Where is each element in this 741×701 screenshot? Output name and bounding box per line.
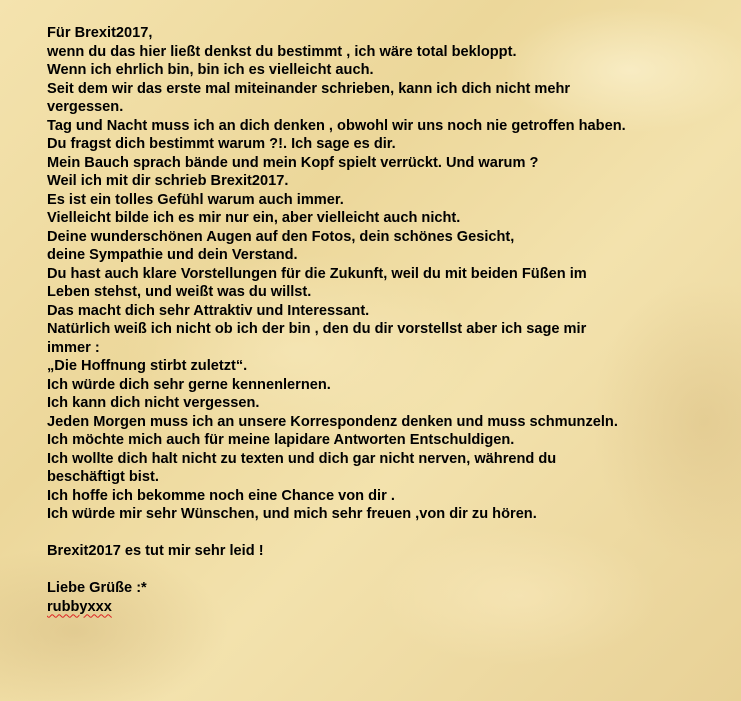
- letter-closing: Liebe Grüße :*: [47, 580, 147, 596]
- letter-line: Ich würde dich sehr gerne kennenlernen.: [47, 376, 331, 393]
- letter-line: Das macht dich sehr Attraktiv und Interessant.: [47, 302, 370, 319]
- letter-line: Wenn ich ehrlich bin, bin ich es vielleicht auch.: [47, 62, 374, 78]
- letter-line: Tag und Nacht muss ich an dich denken , obwohl wir uns noch nie getroffen haben.: [47, 117, 626, 134]
- letter-line: deine Sympathie und dein Verstand.: [47, 247, 298, 263]
- letter-line: wenn du das hier ließt denkst du bestimmt , ich wäre total bekloppt.: [47, 43, 517, 60]
- letter-line: Vielleicht bilde ich es mir nur ein, aber vielleicht auch nicht.: [47, 210, 461, 226]
- letter-greeting: Für Brexit2017,: [47, 25, 153, 41]
- letter-line: Du fragst dich bestimmt warum ?!. Ich sage es dir.: [47, 136, 396, 152]
- letter-line: Mein Bauch sprach bände und mein Kopf spielt verrückt. Und warum ?: [47, 154, 539, 171]
- letter-line: vergessen.: [47, 99, 124, 115]
- letter-line: Seit dem wir das erste mal miteinander schrieben, kann ich dich nicht mehr: [47, 80, 571, 97]
- signature-text: rubbyxxx: [47, 598, 112, 615]
- letter-line: Jeden Morgen muss ich an unsere Korrespondenz denken und muss schmunzeln.: [47, 413, 618, 430]
- letter-line: Du hast auch klare Vorstellungen für die Zukunft, weil du mit beiden Füßen im: [47, 265, 587, 282]
- blank-line: [47, 561, 727, 580]
- letter-line: Natürlich weiß ich nicht ob ich der bin , den du dir vorstellst aber ich sage mir: [47, 321, 587, 337]
- letter-line: Ich würde mir sehr Wünschen, und mich sehr freuen ,von dir zu hören.: [47, 506, 537, 522]
- letter-line: Ich hoffe ich bekomme noch eine Chance von dir .: [47, 487, 395, 504]
- letter-line: Deine wunderschönen Augen auf den Fotos, dein schönes Gesicht,: [47, 228, 515, 245]
- letter-signature: [47, 598, 727, 617]
- letter-line: Ich möchte mich auch für meine lapidare Antworten Entschuldigen.: [47, 432, 515, 448]
- letter-line: Es ist ein tolles Gefühl warum auch immer.: [47, 191, 344, 208]
- letter-line: Ich wollte dich halt nicht zu texten und dich gar nicht nerven, während du: [47, 450, 557, 467]
- letter-line: beschäftigt bist.: [47, 469, 159, 485]
- letter-body: [47, 24, 727, 616]
- letter-apology: Brexit2017 es tut mir sehr leid !: [47, 543, 264, 559]
- letter-line: Weil ich mit dir schrieb Brexit2017.: [47, 173, 289, 189]
- letter-line: immer :: [47, 339, 100, 356]
- blank-line: [47, 524, 727, 543]
- letter-line: „Die Hoffnung stirbt zuletzt“.: [47, 358, 248, 374]
- letter-line: Leben stehst, und weißt was du willst.: [47, 284, 312, 300]
- letter-line: Ich kann dich nicht vergessen.: [47, 395, 260, 411]
